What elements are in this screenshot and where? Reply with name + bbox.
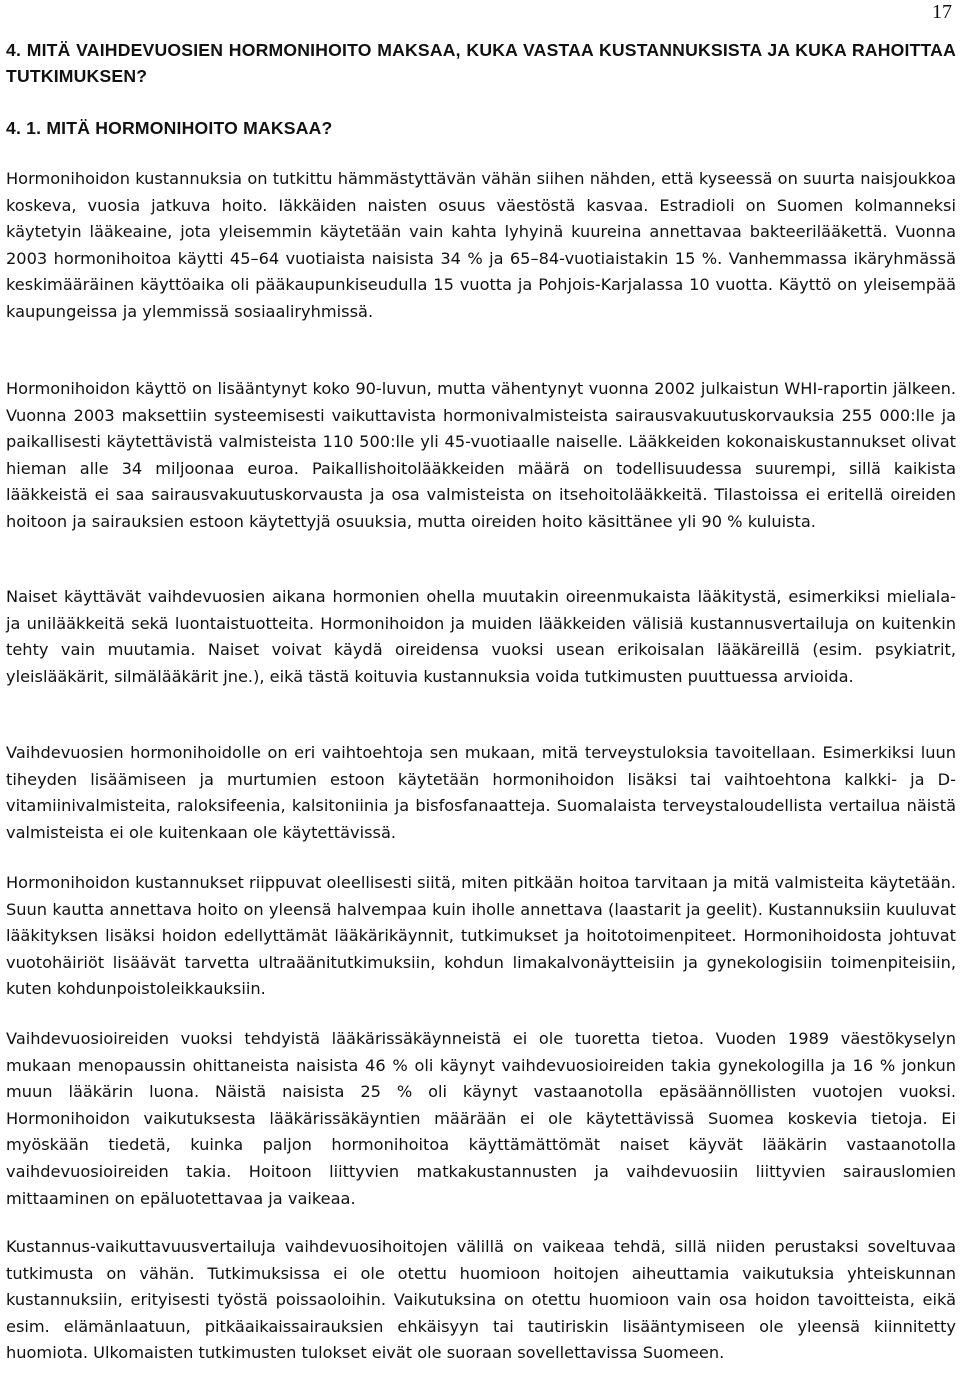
page-number: 17 (932, 1, 952, 23)
paragraph-cost-effectiveness: Kustannus-vaikuttavuusvertailuja vaihdevuosihoitojen välillä on vaikeaa tehdä, sillä niiden perustaksi soveltuvaa tutkimusta on vähän. Tutkimuksissa ei ole otettu huomioon hoitojen aiheuttamia vaikutuksia yhteiskunnan kustannuksiin, erityisesti työstä poissaoloihin. Vaikutuksina on otettu huomioon vain osa hoidon tavoitteista, eikä esim. elämänlaatuun, pitkäaikaissairauksien ehkäisyyn tai tautiriskin lisääntymiseen ole yleensä kiinnitetty huomiota. Ulkomaisten tutkimusten tulokset eivät ole suoraan sovellettavissa Suomeen. (6, 1237, 956, 1363)
paragraph-other-medication: Naiset käyttävät vaihdevuosien aikana hormonien ohella muutakin oireenmukaista lääkitystä, esimerkiksi mieliala- ja unilääkkeitä sekä luontaistuotteita. Hormonihoidon ja muiden lääkkeiden välisiä kustannusvertailuja on kuitenkin tehty vain muutamia. Naiset voivat käydä oireidensa vuoksi usean erikoisalan lääkäreillä (esim. psykiatrit, yleislääkärit, silmälääkärit jne.), eikä tästä koituvia kustannuksia voida tutkimusten puuttuessa arvioida. (6, 587, 956, 686)
chapter-heading: 4. MITÄ VAIHDEVUOSIEN HORMONIHOITO MAKSAA, KUKA VASTAA KUSTANNUKSISTA JA KUKA RAHOITTAA TUTKIMUKSEN? (6, 40, 956, 86)
paragraph-cost-factors: Hormonihoidon kustannukset riippuvat oleellisesti siitä, miten pitkään hoitoa tarvitaan ja mitä valmisteita käytetään. Suun kautta annettava hoito on yleensä halvempaa kuin iholle annettava (laastarit ja geelit). Kustannuksiin kuuluvat lääkityksen lisäksi hoidon edellyttämät lääkärikäynnit, tutkimukset ja hoitotoimenpiteet. Hormonihoidosta johtuvat vuotohäiriöt lisäävät tarvetta ultraäänitutkimuksiin, kohdun limakalvonäytteisiin ja gynekologisiin toimenpiteisiin, kuten kohdunpoistoleikkauksiin. (6, 873, 956, 999)
document-page (6, 0, 956, 1390)
section-heading: 4. 1. MITÄ HORMONIHOITO MAKSAA? (6, 118, 333, 138)
paragraph-usage-overview: Hormonihoidon kustannuksia on tutkittu hämmästyttävän vähän siihen nähden, että kyseessä on suurta naisjoukkoa koskeva, vuosia jatkuva hoito. Iäkkäiden naisten osuus väestöstä kasvaa. Estradioli on Suomen kolmanneksi käytetyin lääkeaine, jota yleisemmin käytetään vain kahta lyhyinä kuureina annettavaa bakteerilääkettä. Vuonna 2003 hormonihoitoa käytti 45–64 vuotiaista naisista 34 % ja 65–84-vuotiaistakin 15 %. Vanhemmassa ikäryhmässä keskimääräinen käyttöaika oli pääkaupunkiseudulla 15 vuotta ja Pohjois-Karjalassa 10 vuotta. Käyttö on yleisempää kaupungeissa ja ylemmissä sosiaaliryhmissä. (6, 169, 956, 321)
paragraph-reimbursement-costs: Hormonihoidon käyttö on lisääntynyt koko 90-luvun, mutta vähentynyt vuonna 2002 julkaistun WHI-raportin jälkeen. Vuonna 2003 maksettiin systeemisesti vaikuttavista hormonivalmisteista sairausvakuutuskorvauksia 255 000:lle ja paikallisesti käytettävistä valmisteista 110 500:lle yli 45-vuotiaalle naiselle. Lääkkeiden kokonaiskustannukset olivat hieman alle 34 miljoonaa euroa. Paikallishoitolääkkeiden määrä on todellisuudessa suurempi, sillä kaikista lääkkeistä ei saa sairausvakuutuskorvausta ja osa valmisteista on itsehoitolääkkeitä. Tilastoissa ei eritellä oireiden hoitoon ja sairauksien estoon käytettyjä osuuksia, mutta oireiden hoito käsittänee yli 90 % kuluista. (6, 379, 956, 531)
paragraph-alternatives: Vaihdevuosien hormonihoidolle on eri vaihtoehtoja sen mukaan, mitä terveystuloksia tavoitellaan. Esimerkiksi luun tiheyden lisäämiseen ja murtumien estoon käytetään hormonihoidon lisäksi tai vaihtoehtona kalkki- ja D-vitamiinivalmisteita, raloksifeenia, kalsitoniinia ja bisfosfanaatteja. Suomalaista terveystaloudellista vertailua näistä valmisteista ei ole kuitenkaan ole käytettävissä. (6, 743, 956, 842)
paragraph-doctor-visits: Vaihdevuosioireiden vuoksi tehdyistä lääkärissäkäynneistä ei ole tuoretta tietoa. Vuoden 1989 väestökyselyn mukaan menopaussin ohittaneista naisista 46 % oli käynyt vaihdevuosioireiden takia gynekologilla ja 16 % jonkun muun lääkärin luona. Näistä naisista 25 % oli käynyt vastaanotolla epäsäännöllisten vuotojen vuoksi. Hormonihoidon vaikutuksesta lääkärissäkäyntien määrään ei ole käytettävissä Suomea koskevia tietoja. Ei myöskään tiedetä, kuinka paljon hormonihoitoa käyttämättömät naiset käyvät lääkärin vastaanotolla vaihdevuosioireiden takia. Hoitoon liittyvien matkakustannusten ja vaihdevuosiin liittyvien sairauslomien mittaaminen on epäluotettavaa ja vaikeaa. (6, 1029, 956, 1208)
